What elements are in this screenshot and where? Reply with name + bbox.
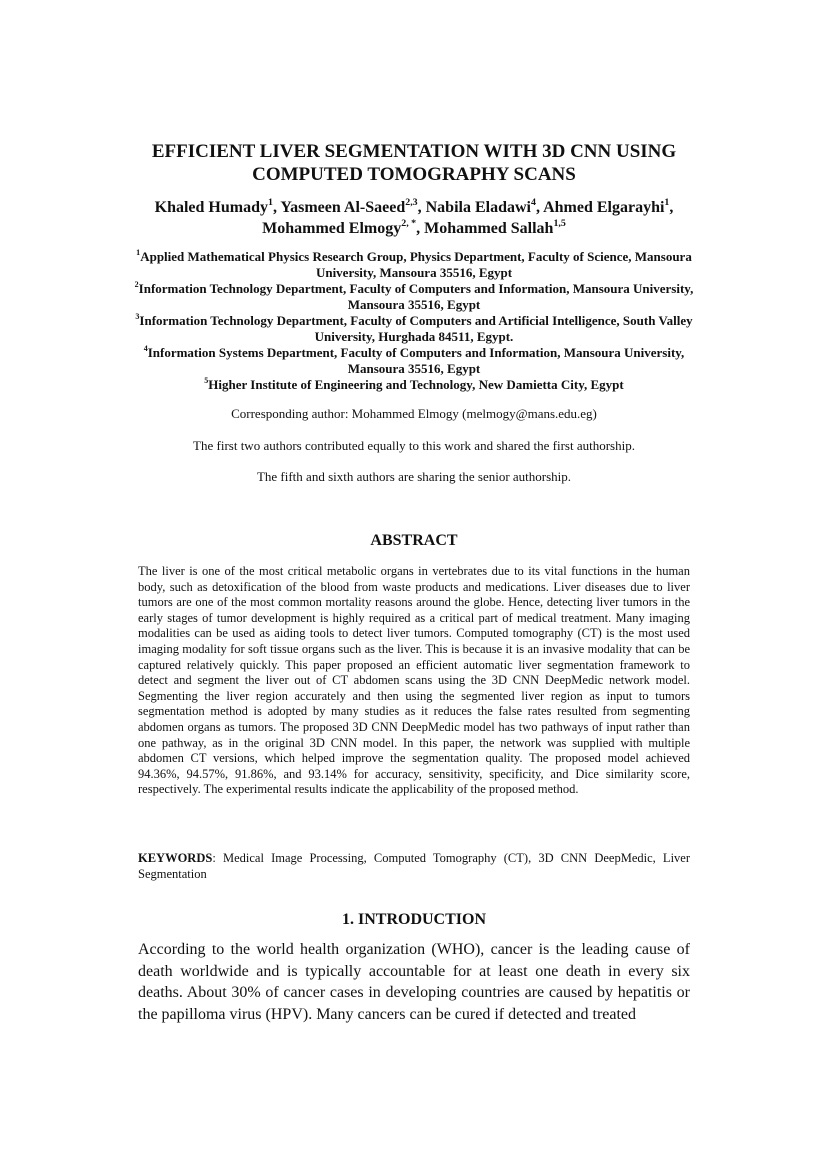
keywords — [138, 851, 690, 882]
affiliation-number: 1 — [136, 247, 141, 257]
author-name: Mohammed Sallah — [424, 220, 554, 237]
author-name: Mohammed Elmogy — [262, 220, 402, 237]
keywords-text: : Medical Image Processing, Computed Tomography (CT), 3D CNN DeepMedic, Liver Segmentation — [138, 851, 690, 881]
author-affil-mark: 4 — [530, 196, 536, 208]
author-affil-mark: 1,5 — [553, 217, 566, 229]
affiliation-text: Information Systems Department, Faculty of Computers and Information, Mansoura University, Mansoura 35516, Egypt — [147, 345, 685, 376]
affiliation-number: 3 — [135, 311, 140, 321]
author-name: Ahmed Elgarayhi — [543, 199, 665, 216]
abstract-body: The liver is one of the most critical metabolic organs in vertebrates due to its vital functions in the human body, such as detoxification of the blood from waste products and medications. Liver diseases due to liver tumors are one of the most common mortality reasons around the globe. Hence, detecting liver tumors in the early stages of tumor development is highly required as a critical part of medical treatment. Many imaging modalities can be used as aiding tools to detect liver tumors. Computed tomography (CT) is the most used imaging modality for soft tissue organs such as the liver. This is because it is an invasive modality that can be captured relatively quickly. This paper proposed an efficient automatic liver segmentation framework to detect and segment the liver out of CT abdomen scans using the 3D CNN DeepMedic network model. Segmenting the liver region accurately and then using the segmented liver region as input to tumors segmentation method is adopted by many studies as it reduces the false rates resulted from segmenting abdomen organs as tumors. The proposed 3D CNN DeepMedic model has two pathways of input rather than one pathway, as in the original 3D CNN model. In this paper, the network was supplied with multiple abdomen CT versions, which helped improve the segmentation quality. The proposed model achieved 94.36%, 94.57%, 91.86%, and 93.14% for accuracy, sensitivity, specificity, and Dice similarity score, respectively. The experimental results indicate the applicability of the proposed method. — [138, 564, 690, 797]
affiliation-list — [130, 249, 698, 393]
corresponding-author-note: Corresponding author: Mohammed Elmogy (melmogy@mans.edu.eg) — [231, 406, 597, 421]
affiliation — [130, 377, 698, 393]
affiliation — [130, 281, 698, 313]
keywords-label: KEYWORDS — [138, 851, 213, 865]
abstract-heading: ABSTRACT — [370, 532, 458, 549]
author-affil-mark: 2, * — [401, 217, 417, 229]
affiliation-text: Applied Mathematical Physics Research Group, Physics Department, Faculty of Science, Mansoura University, Mansoura 35516, Egypt — [140, 249, 692, 280]
affiliation-number: 5 — [204, 375, 209, 385]
author-name: Nabila Eladawi — [425, 199, 531, 216]
paper-title — [100, 140, 728, 186]
first-authorship-note: The first two authors contributed equally to this work and shared the first authorship. — [193, 438, 635, 453]
author-affil-mark: 1 — [664, 196, 670, 208]
affiliation-text: Higher Institute of Engineering and Technology, New Damietta City, Egypt — [208, 377, 624, 392]
senior-authorship-note: The fifth and sixth authors are sharing the senior authorship. — [256, 469, 572, 484]
author-affil-mark: 1 — [267, 196, 273, 208]
title-line-1: EFFICIENT LIVER SEGMENTATION WITH 3D CNN USING — [151, 141, 677, 162]
affiliation — [130, 313, 698, 345]
affiliation-number: 4 — [143, 343, 148, 353]
affiliation-text: Information Technology Department, Faculty of Computers and Artificial Intelligence, South Valley University, Hurghada 84511, Egypt. — [139, 313, 693, 344]
introduction-body: According to the world health organization (WHO), cancer is the leading cause of death worldwide and is typically accountable for at least one death in every six deaths. About 30% of cancer cases in developing countries are caused by hepatitis or the papilloma virus (HPV). Many cancers can be cured if detected and treated — [138, 941, 690, 1023]
affiliation — [130, 249, 698, 281]
affiliation-number: 2 — [134, 279, 139, 289]
affiliation — [130, 345, 698, 377]
title-line-2: COMPUTED TOMOGRAPHY SCANS — [252, 164, 576, 185]
author-name: Khaled Humady — [154, 199, 268, 216]
affiliation-text: Information Technology Department, Faculty of Computers and Information, Mansoura University, Mansoura 35516, Egypt — [138, 281, 694, 312]
author-list: Khaled Humady$^1$, Yasmeen Al-Saeed$^{2,3}$, Nabila Eladawi$^4$, Ahmed Elgarayhi$^1$, Mohammed Elmogy$^{2, *}$, Mohammed Sallah$^{1,5}$ — [154, 196, 674, 237]
author-affil-mark: 2,3 — [405, 196, 418, 208]
author-name: Yasmeen Al-Saeed — [280, 199, 406, 216]
introduction-heading: 1. INTRODUCTION — [341, 911, 486, 928]
